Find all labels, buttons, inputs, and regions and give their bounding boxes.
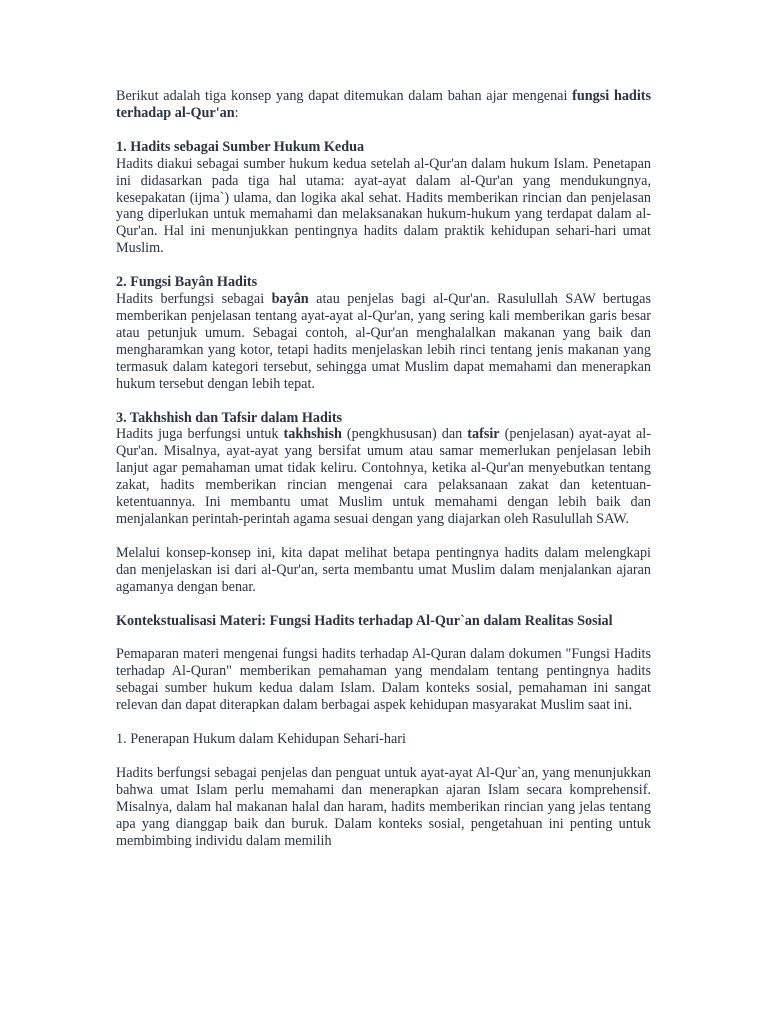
intro-text: Berikut adalah tiga konsep yang dapat ditemukan dalam bahan ajar mengenai xyxy=(116,88,573,104)
section-1-heading: 1. Hadits sebagai Sumber Hukum Kedua xyxy=(116,138,365,155)
context-body: Pemaparan materi mengenai fungsi hadits terhadap Al-Quran dalam dokumen "Fungsi Hadits terhadap Al-Quran" memberikan pemahaman yang mendalam tentang pentingnya hadits sebagai sumber hukum kedua dalam Islam. Dalam konteks sosial, pemahaman ini sangat relevan dan dapat diterapkan dalam berbagai aspek kehidupan masyarakat Muslim saat ini. xyxy=(116,646,651,714)
subsection-1-heading: 1. Penerapan Hukum dalam Kehidupan Sehari-hari xyxy=(116,731,406,748)
section-3-pre: Hadits juga berfungsi untuk xyxy=(116,426,284,443)
section-1-body: Hadits diakui sebagai sumber hukum kedua setelah al-Qur'an dalam hukum Islam. Penetapan ini didasarkan pada tiga hal utama: ayat-ayat dalam al-Qur'an yang mendukungnya, kesepakatan (ijma`) ulama, dan logika akal sehat. Hadits memberikan rincian dan penjelasan yang diperlukan untuk memahami dan melaksanakan hukum-hukum yang terdapat dalam al-Qur'an. Hal ini menunjukkan pentingnya hadits dalam praktik kehidupan sehari-hari umat Muslim. xyxy=(116,155,651,257)
document-page xyxy=(116,88,651,850)
section-2-pre: Hadits berfungsi sebagai xyxy=(116,291,272,308)
closing-paragraph: Melalui konsep-konsep ini, kita dapat melihat betapa pentingnya hadits dalam melengkapi dan menjelaskan isi dari al-Qur'an, serta membantu umat Muslim dalam menjalankan ajaran agamanya dengan benar. xyxy=(116,544,651,595)
section-3-heading: 3. Takhshish dan Tafsir dalam Hadits xyxy=(116,409,343,426)
section-2-post: atau penjelas bagi al-Qur'an. Rasulullah SAW bertugas memberikan penjelasan tentang ayat-ayat al-Qur'an, yang sering kali memberikan garis besar atau petunjuk umum. Sebagai contoh, al-Qur'an menghalalkan makanan yang baik dan mengharamkan yang kotor, tetapi hadits menjelaskan lebih rinci tentang jenis makanan yang termasuk dalam kategori tersebut, sehingga umat Muslim dapat memahami dan menerapkan hukum tersebut dengan lebih tepat. xyxy=(116,291,651,392)
section-2-heading: 2. Fungsi Bayân Hadits xyxy=(116,274,258,291)
section-3-post: (penjelasan) ayat-ayat al-Qur'an. Misalnya, ayat-ayat yang bersifat umum atau samar memerlukan penjelasan lebih lanjut agar pemahaman umat tidak keliru. Contohnya, ketika al-Qur'an menyebutkan tentang zakat, hadits memberikan rincian mengenai cara pelaksanaan zakat dan ketentuan-ketentuannya. Ini membantu umat Muslim untuk memahami dengan lebih baik dan menjalankan perintah-perintah agama sesuai dengan yang diajarkan oleh Rasulullah SAW. xyxy=(116,426,651,527)
section-2-body xyxy=(116,291,651,392)
context-heading: Kontekstualisasi Materi: Fungsi Hadits terhadap Al-Qur`an dalam Realitas Sosial xyxy=(116,612,613,629)
subsection-1-body: Hadits berfungsi sebagai penjelas dan penguat untuk ayat-ayat Al-Qur`an, yang menunjukkan bahwa umat Islam perlu memahami dan menerapkan ajaran Islam secara komprehensif. Misalnya, dalam hal makanan halal dan haram, hadits memberikan rincian yang jelas tentang apa yang dianggap baik dan buruk. Dalam konteks sosial, pengetahuan ini penting untuk membimbing individu dalam memilih xyxy=(116,765,651,849)
section-3-bold-2: tafsir xyxy=(467,426,500,443)
section-3-body xyxy=(116,426,651,527)
section-3-bold-1: takhshish xyxy=(283,426,342,443)
intro-end: : xyxy=(234,104,239,121)
intro-bold: fungsi hadits terhadap al-Qur'an xyxy=(116,88,652,121)
section-2-bold: bayân xyxy=(271,291,309,308)
intro-paragraph xyxy=(116,88,651,122)
section-3-mid: (pengkhususan) dan xyxy=(341,426,468,443)
